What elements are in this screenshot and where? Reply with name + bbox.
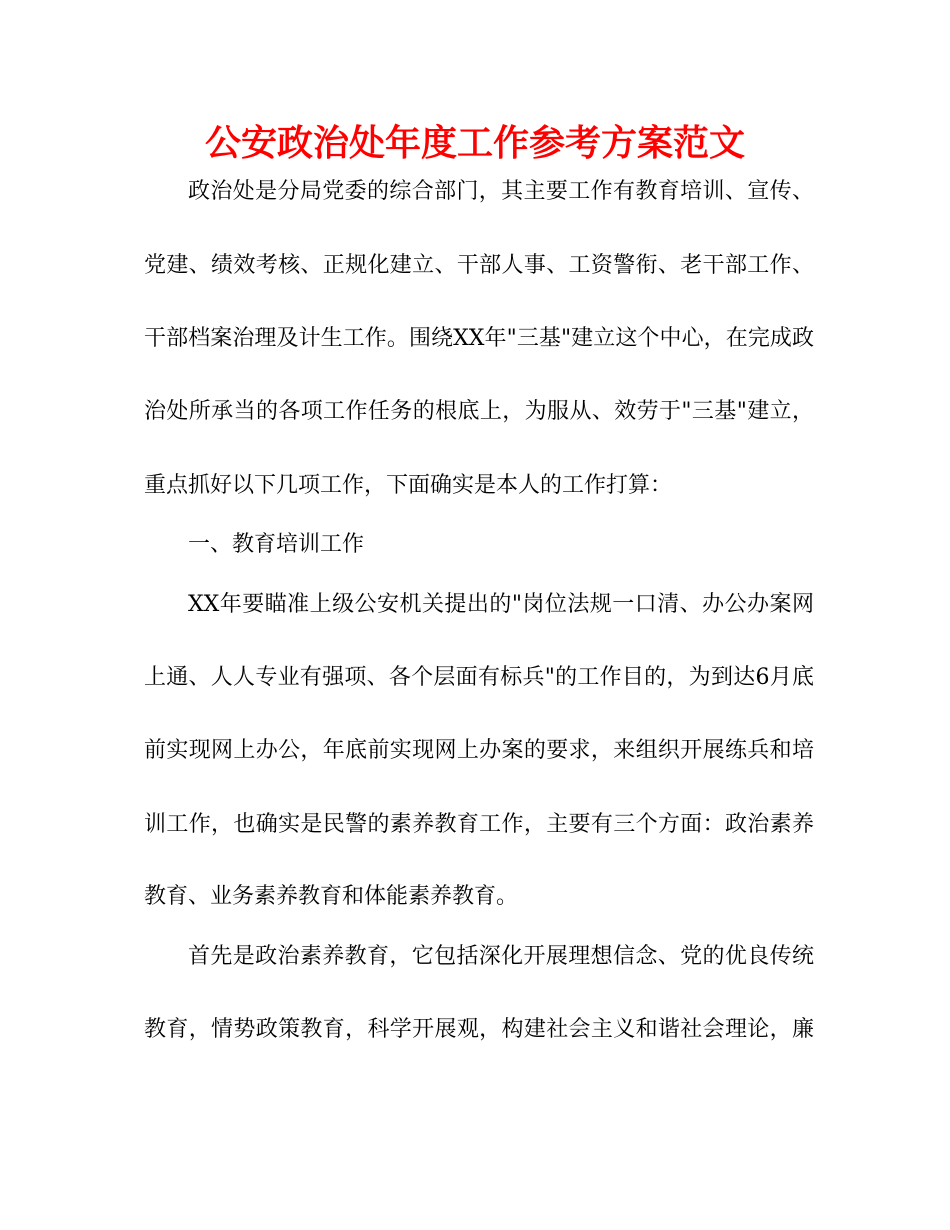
paragraph-line: 上通、人人专业有强项、各个层面有标兵"的工作目的，为到达6月底 [144,665,814,690]
document-title: 公安政治处年度工作参考方案范文 [204,123,745,164]
paragraph-line: 政治处是分局党委的综合部门，其主要工作有教育培训、宣传、 [188,179,814,204]
paragraph-line: 治处所承当的各项工作任务的根底上，为服从、效劳于"三基"建立， [144,399,814,424]
paragraph-line: 教育、业务素养教育和体能素养教育。 [144,884,519,909]
paragraph-line: 首先是政治素养教育，它包括深化开展理想信念、党的优良传统 [188,944,814,969]
paragraph-line: 训工作，也确实是民警的素养教育工作，主要有三个方面：政治素养 [144,812,814,837]
paragraph-line: 教育，情势政策教育，科学开展观，构建社会主义和谐社会理论，廉 [144,1017,814,1042]
section-heading: 一、教育培训工作 [188,532,365,557]
paragraph-line: XX年要瞄准上级公安机关提出的"岗位法规一口清、办公办案网 [188,592,814,617]
paragraph-line: 干部档案治理及计生工作。围绕XX年"三基"建立这个中心，在完成政 [144,326,814,351]
paragraph-line: 前实现网上办公，年底前实现网上办案的要求，来组织开展练兵和培 [144,738,814,763]
paragraph-line: 重点抓好以下几项工作，下面确实是本人的工作打算： [144,473,673,498]
paragraph-line: 党建、绩效考核、正规化建立、干部人事、工资警衔、老干部工作、 [144,253,814,278]
